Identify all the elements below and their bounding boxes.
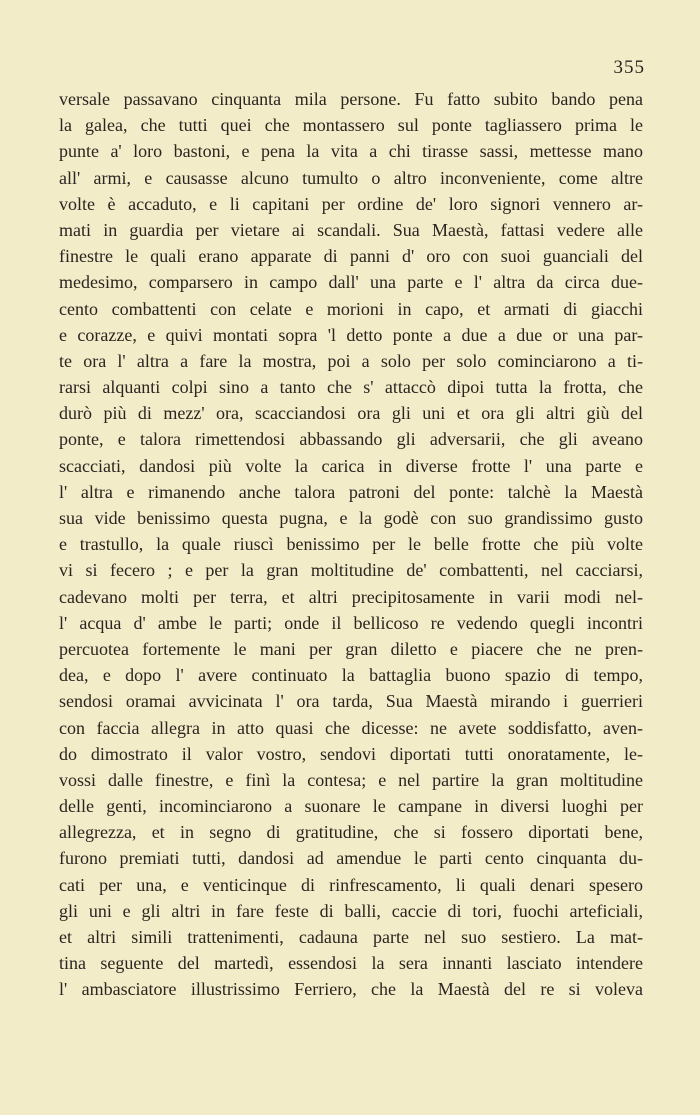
text-line: punte a' loro bastoni, e pena la vita a chi tirasse sassi, mettesse mano — [59, 141, 643, 162]
text-line: rarsi alquanti colpi sino a tanto che s' attaccò dipoi tutta la frotta, che — [59, 377, 643, 398]
text-line: versale passavano cinquanta mila persone. Fu fatto subito bando pena — [59, 89, 643, 109]
text-line: l' acqua d' ambe le parti; onde il bellicoso re vedendo quegli incontri — [59, 612, 643, 633]
text-line: dea, e dopo l' avere continuato la battaglia buono spazio di tempo, — [59, 665, 643, 686]
text-line: scacciati, dandosi più volte la carica in diverse frotte l' una parte e — [59, 455, 643, 476]
text-line: cadevano molti per terra, et altri precipitosamente in varii modi nel- — [59, 586, 643, 607]
body-text — [59, 86, 643, 1003]
text-line: medesimo, comparsero in campo dall' una parte e l' altra da circa due- — [59, 272, 643, 293]
text-line: e corazze, e quivi montati sopra 'l detto ponte a due a due or una par- — [59, 324, 643, 345]
text-line: mati in guardia per vietare ai scandali. Sua Maestà, fattasi vedere alle — [59, 219, 643, 240]
text-line: allegrezza, et in segno di gratitudine, che si fossero diportati bene, — [59, 822, 643, 843]
text-line: delle genti, incominciarono a suonare le campane in diversi luoghi per — [59, 796, 643, 817]
text-line: furono premiati tutti, dandosi ad amendue le parti cento cinquanta du- — [59, 848, 643, 869]
text-line: vossi dalle finestre, e finì la contesa; e nel partire la gran moltitudine — [59, 769, 643, 790]
text-line: cento combattenti con celate e morioni in capo, et armati di giacchi — [59, 298, 643, 319]
text-line: sendosi oramai avvicinata l' ora tarda, Sua Maestà mirando i guerrieri — [59, 691, 643, 712]
text-line: l' altra e rimanendo anche talora patroni del ponte: talchè la Maestà — [59, 481, 643, 502]
text-line: all' armi, e causasse alcuno tumulto o altro inconveniente, come altre — [59, 167, 643, 188]
text-line: et altri simili trattenimenti, cadauna parte nel suo sestiero. La mat- — [59, 927, 643, 947]
text-line: la galea, che tutti quei che montassero sul ponte tagliassero prima le — [59, 115, 643, 136]
text-line: volte è accaduto, e li capitani per ordine de' loro signori vennero ar- — [59, 193, 643, 214]
text-line: finestre le quali erano apparate di panni d' oro con suoi guanciali del — [59, 246, 643, 267]
text-line: tina seguente del martedì, essendosi la sera innanti lasciato intendere — [59, 953, 643, 974]
text-line: e trastullo, la quale riuscì benissimo per le belle frotte che più volte — [59, 534, 643, 555]
text-line: gli uni e gli altri in fare feste di balli, caccie di tori, fuochi arteficiali, — [59, 900, 643, 921]
text-line: vi si fecero ; e per la gran moltitudine de' combattenti, nel cacciarsi, — [59, 560, 643, 581]
text-line: do dimostrato il valor vostro, sendovi diportati tutti onoratamente, le- — [59, 743, 643, 764]
text-line: con faccia allegra in atto quasi che dicesse: ne avete soddisfatto, aven- — [59, 717, 643, 738]
text-line: durò più di mezz' ora, scacciandosi ora gli uni et ora gli altri giù del — [59, 403, 643, 424]
text-line: cati per una, e venticinque di rinfrescamento, li quali denari spesero — [59, 874, 643, 895]
text-line: l' ambasciatore illustrissimo Ferriero, che la Maestà del re si voleva — [59, 979, 643, 1000]
text-line: ponte, e talora rimettendosi abbassando gli adversarii, che gli aveano — [59, 429, 643, 450]
text-line: percuotea fortemente le mani per gran diletto e piacere che ne pren- — [59, 638, 643, 659]
text-line: sua vide benissimo questa pugna, e la godè con suo grandissimo gusto — [59, 508, 643, 528]
page-number: 355 — [613, 57, 645, 78]
text-line: te ora l' altra a fare la mostra, poi a solo per solo cominciarono a ti- — [59, 350, 643, 371]
